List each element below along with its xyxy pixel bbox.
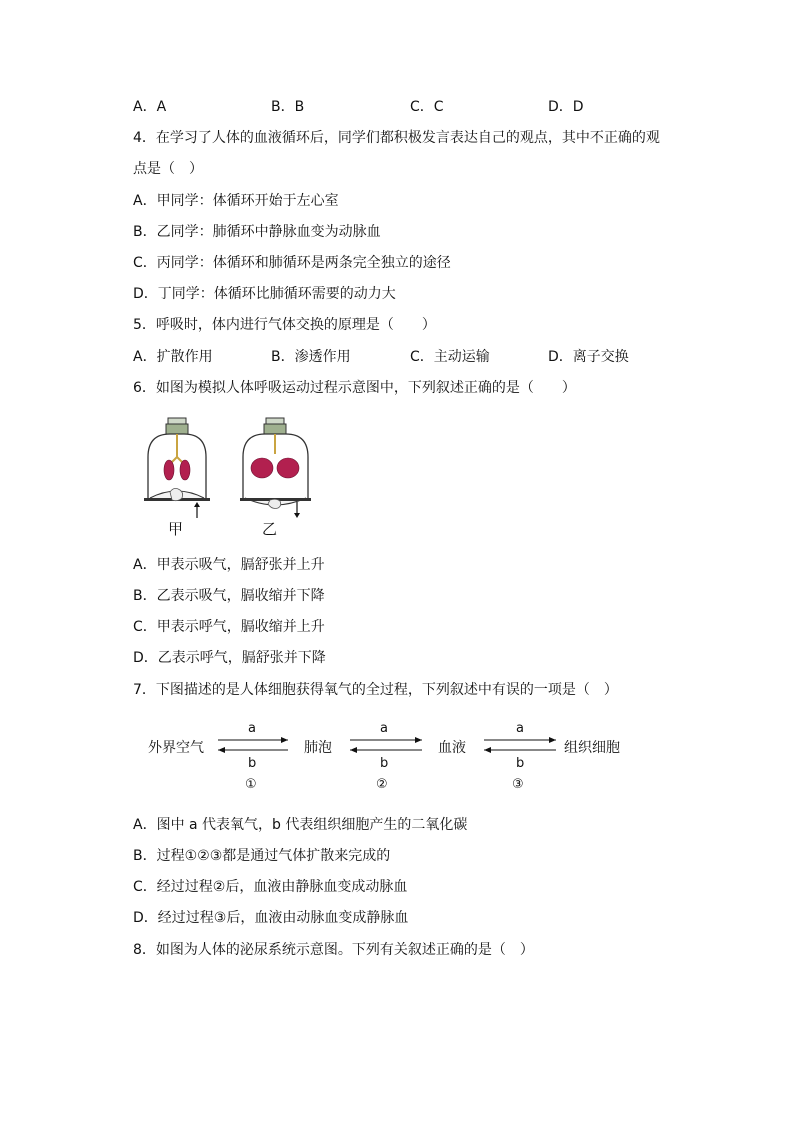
figure-label-jia: 甲 (168, 520, 184, 538)
hand-icon (170, 488, 183, 500)
q7-option-a[interactable]: A．图中 a 代表氧气，b 代表组织细胞产生的二氧化碳 (133, 817, 468, 833)
q8-stem: 8．如图为人体的泌尿系统示意图。下列有关叙述正确的是（ ） (133, 942, 534, 958)
q7-stem: 7．下图描述的是人体细胞获得氧气的全过程，下列叙述中有误的一项是（ ） (133, 682, 618, 698)
q5-option-a[interactable]: A．扩散作用 (133, 349, 213, 365)
breathing-model-figure (140, 412, 320, 542)
arrow-up-icon (194, 502, 200, 507)
bell-jar-yi (240, 418, 311, 518)
bell-jar-jia (144, 418, 210, 518)
lung-right-icon (277, 458, 299, 478)
arrow-label-b2: b (380, 756, 389, 771)
q5-option-d[interactable]: D．离子交换 (548, 349, 629, 365)
q6-option-a[interactable]: A．甲表示吸气，膈舒张并上升 (133, 557, 325, 573)
node-alveoli: 肺泡 (304, 740, 332, 756)
q4-option-c[interactable]: C．丙同学：体循环和肺循环是两条完全独立的途径 (133, 255, 451, 271)
q4-option-b[interactable]: B．乙同学：肺循环中静脉血变为动脉血 (133, 224, 381, 240)
gas-exchange-diagram (140, 718, 640, 798)
figure-label-yi: 乙 (262, 520, 278, 538)
bell-jar-diagram (140, 412, 320, 542)
q3-option-a[interactable]: A．A (133, 99, 167, 115)
step-1: ① (245, 777, 257, 792)
arrow-down-icon (294, 513, 300, 518)
step-3: ③ (512, 777, 524, 792)
q6-option-c[interactable]: C．甲表示呼气，膈收缩并上升 (133, 619, 325, 635)
q5-option-b[interactable]: B．渗透作用 (271, 349, 351, 365)
hand-icon (268, 499, 281, 508)
q4-stem-line2: 点是（ ） (133, 161, 203, 177)
arrow-label-a1: a (248, 721, 256, 736)
arrow-label-b3: b (516, 756, 525, 771)
q6-option-b[interactable]: B．乙表示吸气，膈收缩并下降 (133, 588, 325, 604)
q7-option-c[interactable]: C．经过过程②后，血液由静脉血变成动脉血 (133, 879, 408, 895)
lung-left-icon (164, 460, 174, 480)
node-tissue-cells: 组织细胞 (564, 740, 620, 756)
arrow-label-a3: a (516, 721, 524, 736)
lung-right-icon (180, 460, 190, 480)
q4-option-a[interactable]: A．甲同学：体循环开始于左心室 (133, 193, 339, 209)
q7-option-b[interactable]: B．过程①②③都是通过气体扩散来完成的 (133, 848, 391, 864)
q3-option-d[interactable]: D．D (548, 99, 584, 115)
q4-option-d[interactable]: D．丁同学：体循环比肺循环需要的动力大 (133, 286, 396, 302)
q5-option-c[interactable]: C．主动运输 (410, 349, 490, 365)
arrow-label-b1: b (248, 756, 257, 771)
q5-stem: 5．呼吸时，体内进行气体交换的原理是（ ） (133, 317, 436, 333)
exchange-arrows (140, 718, 640, 798)
q7-option-d[interactable]: D．经过过程③后，血液由动脉血变成静脉血 (133, 910, 409, 926)
q4-stem-line1: 4．在学习了人体的血液循环后，同学们都积极发言表达自己的观点，其中不正确的观 (133, 130, 660, 146)
node-blood: 血液 (438, 740, 466, 756)
node-outside-air: 外界空气 (148, 740, 204, 756)
step-2: ② (376, 777, 388, 792)
q6-option-d[interactable]: D．乙表示呼气，膈舒张并下降 (133, 650, 326, 666)
q3-option-c[interactable]: C．C (410, 99, 444, 115)
lung-left-icon (251, 458, 273, 478)
q6-stem: 6．如图为模拟人体呼吸运动过程示意图中，下列叙述正确的是（ ） (133, 380, 576, 396)
arrow-label-a2: a (380, 721, 388, 736)
q3-option-b[interactable]: B．B (271, 99, 305, 115)
